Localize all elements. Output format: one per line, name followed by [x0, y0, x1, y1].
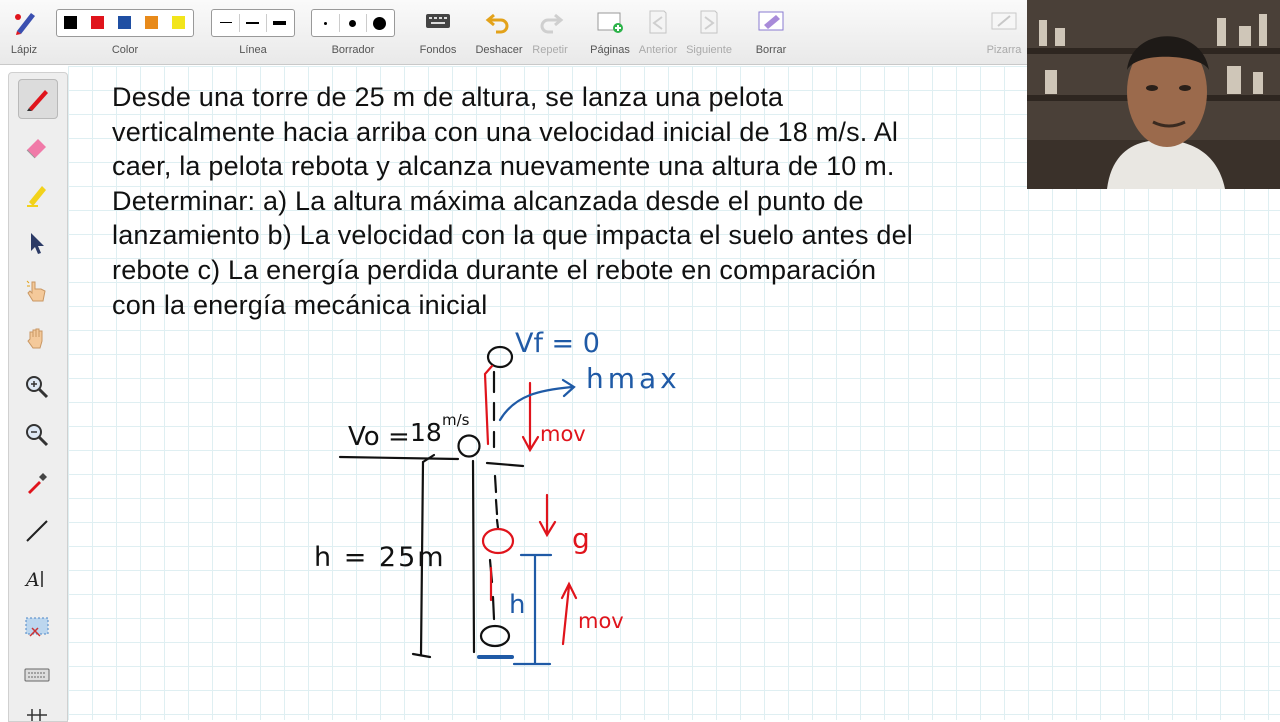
problem-line: rebote c) La energía perdida durante el rebote en comparación — [112, 254, 877, 285]
gravity-arrow — [540, 495, 555, 535]
ball-launch — [459, 436, 480, 457]
undo-label: Deshacer — [475, 44, 523, 56]
next-page-label: Siguiente — [686, 44, 732, 56]
bounce-h-label: h — [509, 590, 526, 620]
webcam-feed — [1027, 0, 1280, 189]
hmax-label: hmax — [586, 362, 681, 395]
vo-unit: m/s — [442, 411, 470, 429]
problem-line: caer, la pelota rebota y alcanza nuevamente una altura de 10 m. — [112, 151, 895, 182]
vf-label: Vf = 0 — [515, 328, 600, 359]
previous-page-label: Anterior — [638, 44, 678, 56]
ball-ground — [481, 626, 509, 646]
whiteboard-label: Pizarra — [986, 44, 1022, 56]
problem-line: con la energía mecánica inicial — [112, 289, 488, 320]
mov-up-arrow — [562, 584, 576, 644]
tool-color-label: Color — [111, 44, 139, 56]
height-dimension-bottom — [413, 654, 430, 657]
hmax-arrow — [500, 380, 574, 420]
tool-fondos-label: Fondos — [419, 44, 457, 56]
tool-lapiz-label: Lápiz — [10, 44, 38, 56]
clear-label: Borrar — [755, 44, 787, 56]
mov-up-label: mov — [578, 609, 624, 633]
presenter-video-image — [1027, 0, 1280, 189]
trajectory-dashed-line — [494, 372, 498, 528]
gravity-label: g — [572, 522, 590, 555]
mov-down-label: mov — [540, 422, 586, 446]
ball-falling — [483, 529, 513, 553]
vo-label: Vo = — [348, 422, 410, 452]
tool-paginas-label: Páginas — [590, 44, 630, 56]
vo-value: 18 — [410, 418, 442, 447]
tower-height-label: h = 25m — [314, 542, 446, 573]
problem-line: lanzamiento b) La velocidad con la que impacta el suelo antes del — [112, 220, 913, 251]
upward-path-line — [485, 366, 492, 444]
launch-level-line-right — [487, 463, 523, 466]
tower-wall — [473, 461, 474, 652]
svg-text:A: A — [26, 569, 40, 591]
problem-line: verticalmente hacia arriba con una velocidad inicial de 18 m/s. Al — [112, 116, 899, 147]
ball-top — [488, 347, 512, 367]
tool-borrador-label: Borrador — [331, 44, 375, 56]
problem-line: Desde una torre de 25 m de altura, se lanza una pelota — [112, 82, 784, 112]
problem-line: Determinar: a) La altura máxima alcanzada desde el punto de — [112, 185, 864, 216]
launch-level-line — [340, 457, 458, 459]
tool-linea-label: Línea — [239, 44, 267, 56]
redo-label: Repetir — [532, 44, 568, 56]
